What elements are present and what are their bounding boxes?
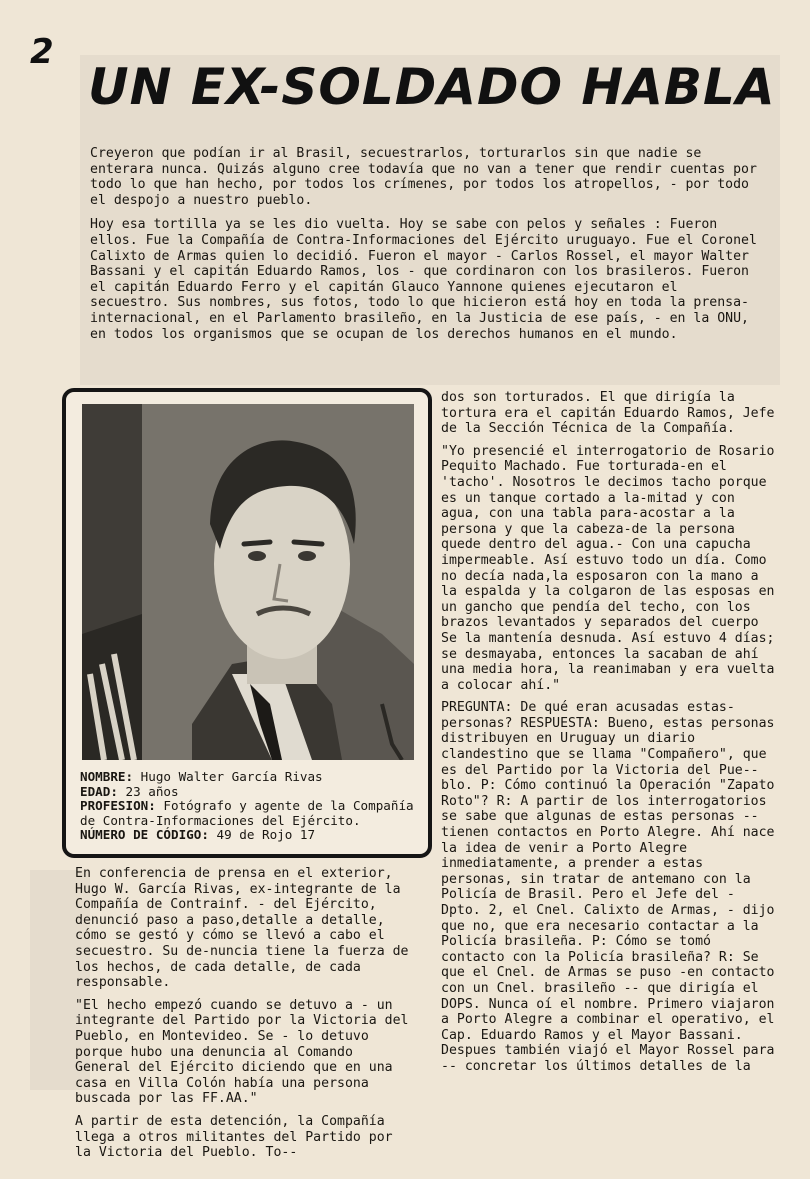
- page-number: 2: [30, 32, 54, 72]
- left-paragraph-1: En conferencia de prensa en el exterior, Hugo W. García Rivas, ex-integrante de la Compañía de Contrainf. - del Ejército, denunció paso a paso,detalle a detalle, cómo se gestó y cómo se llevó a cabo el secuestro. Su de-nuncia tiene la fuerza de los hechos, de cada detalle, de cada responsable.: [75, 866, 409, 991]
- left-paragraph-3: A partir de esta detención, la Compañía llega a otros militantes del Partido por la Victoria del Pueblo. To--: [75, 1113, 393, 1161]
- caption-nombre-label: NOMBRE:: [80, 769, 134, 784]
- caption-edad-label: EDAD:: [80, 783, 118, 799]
- photo-caption: [80, 770, 420, 843]
- intro-paragraph-2: Hoy esa tortilla ya se les dio vuelta. Hoy se sabe con pelos y señales : Fueron ellos. Fue la Compañía de Contra-Informaciones del Ejército uruguayo. Fue el Coronel Calixto de Armas quien lo decidió. Fueron el mayor - Carlos Rossel, el mayor Walter Bassani y el capitán Eduardo Ramos, los - que cordinaron con los brasileros. Fueron el capitán Eduardo Ferro y el capitán Glauco Yannone quienes ejecutaron el secuestro. Sus nombres, sus fotos, todo lo que hicieron está hoy en toda la prensa-internacional, en el Parlamento brasileño, en la Justicia de ese país, - en la ONU, en todos los organismos que se ocupan de los derechos humanos en el mundo.: [90, 217, 757, 342]
- right-paragraph-3: PREGUNTA: De qué eran acusadas estas-personas? RESPUESTA: Bueno, estas personas distribuyen en Uruguay un diario clandestino que se llama "Compañero", que es del Partido por la Victoria del Pue--blo. P: Cómo continuó la Operación "Zapato Roto"? R: A partir de los interrogatorios se sabe que algunas de estas personas -- tienen contactos en Porto Alegre. Ahí nace la idea de venir a Porto Alegre inmediatamente, a prender a estas personas, sin tratar de antemano con la Policía de Brasil. Pero el Jefe del - Dpto. 2, el Cnel. Calixto de Armas, - dijo que no, que era necesario contactar a la Policía brasileña. P: Cómo se tomó contacto con la Policía brasileña? R: Se que el Cnel. de Armas se puso -en contacto con un Cnel. brasileño -- que dirigía el DOPS. Nunca oí el nombre. Primero viajaron a Porto Alegre a combinar el operativo, el Cap. Eduardo Ramos y el Mayor Bassani. Despues también viajó el Mayor Rossel para -- concretar los últimos detalles de la: [441, 700, 775, 1074]
- left-column: [75, 866, 415, 1168]
- intro-text: [90, 146, 762, 351]
- headline: UN EX-SOLDADO HABLA: [88, 58, 776, 116]
- caption-codigo-label: NÚMERO DE CÓDIGO:: [80, 827, 209, 842]
- caption-codigo-value: 49 de Rojo 17: [216, 827, 316, 842]
- right-column: [441, 390, 778, 1082]
- caption-edad-value: 23 años: [125, 783, 179, 799]
- caption-profesion-value: Fotógrafo y agente de la Compañía de Contra-Informaciones del Ejército.: [80, 798, 414, 828]
- right-paragraph-1: dos son torturados. El que dirigía la tortura era el capitán Eduardo Ramos, Jefe de la Sección Técnica de la Compañía.: [441, 390, 775, 437]
- photo-box: [62, 388, 432, 858]
- right-paragraph-2: "Yo presencié el interrogatorio de Rosario Pequito Machado. Fue torturada-en el 'tacho'. Nosotros le decimos tacho porque es un tanque cortado a la-mitad y con agua, con una tabla para-acostar a la persona y que la cabeza-de la persona quede dentro del agua.- Con una capucha impermeable. Así estuvo todo un día. Como no decía nada,la esposaron con la mano a la espalda y la colgaron de las esposas en un gancho que pendía del techo, con los brazos levantados y separados del cuerpo Se la mantenía desnuda. Así estuvo 4 días; se desmayaba, entonces la sacaban de ahí una media hora, la reanimaban y era vuelta a colocar ahí.": [441, 443, 775, 693]
- caption-nombre-value: Hugo Walter García Rivas: [140, 769, 323, 784]
- portrait-photo: [82, 404, 414, 760]
- portrait-illustration: [82, 404, 414, 760]
- caption-profesion-label: PROFESION:: [80, 798, 156, 813]
- left-paragraph-2: "El hecho empezó cuando se detuvo a - un integrante del Partido por la Victoria del Pueblo, en Montevideo. Se - lo detuvo porque hubo una denuncia al Comando General del Ejército diciendo que en una casa en Villa Colón había una persona buscada por las FF.AA.": [75, 997, 409, 1107]
- intro-paragraph-1: Creyeron que podían ir al Brasil, secuestrarlos, torturarlos sin que nadie se enterara nunca. Quizás alguno cree todavía que no van a tener que rendir cuentas por todo lo que han hecho, por todos los crímenes, por todos los atropellos, - por todo el despojo a nuestro pueblo.: [90, 146, 757, 208]
